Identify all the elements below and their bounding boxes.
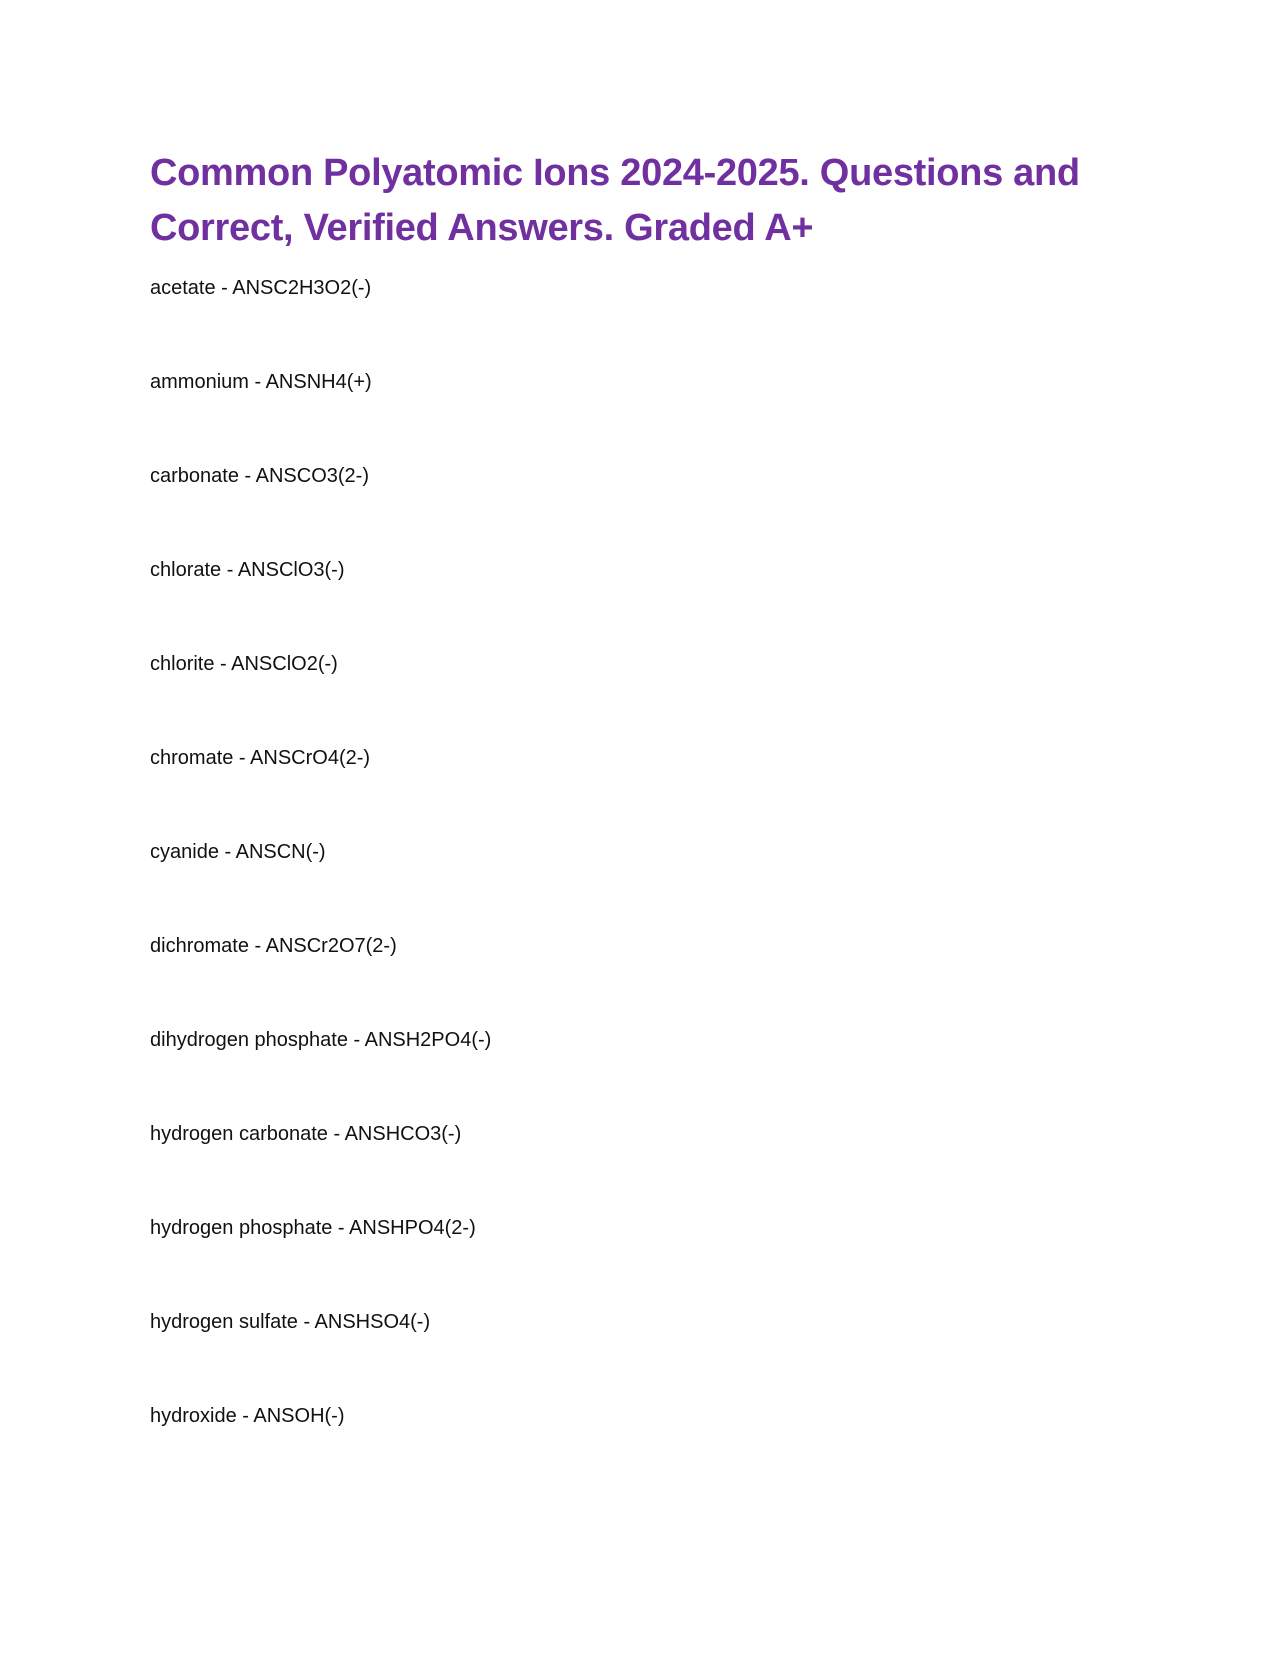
ion-entry: hydrogen phosphate - ANSHPO4(2-)	[150, 1217, 476, 1239]
ion-entry: hydroxide - ANSOH(-)	[150, 1405, 345, 1427]
page-title: Common Polyatomic Ions 2024-2025. Questions and Correct, Verified Answers. Graded A+	[150, 152, 1080, 249]
ion-entry: ammonium - ANSNH4(+)	[150, 371, 372, 393]
ion-entry: carbonate - ANSCO3(2-)	[150, 465, 369, 487]
ion-entry: hydrogen carbonate - ANSHCO3(-)	[150, 1123, 462, 1145]
ion-list	[150, 276, 491, 1498]
ion-entry: cyanide - ANSCN(-)	[150, 841, 326, 863]
ion-entry: acetate - ANSC2H3O2(-)	[150, 277, 372, 299]
ion-entry: dihydrogen phosphate - ANSH2PO4(-)	[150, 1029, 492, 1051]
ion-entry: chlorate - ANSClO3(-)	[150, 559, 345, 581]
ion-entry: hydrogen sulfate - ANSHSO4(-)	[150, 1311, 431, 1333]
ion-entry: dichromate - ANSCr2O7(2-)	[150, 935, 397, 957]
ion-entry: chromate - ANSCrO4(2-)	[150, 747, 371, 769]
ion-entry: chlorite - ANSClO2(-)	[150, 653, 338, 675]
